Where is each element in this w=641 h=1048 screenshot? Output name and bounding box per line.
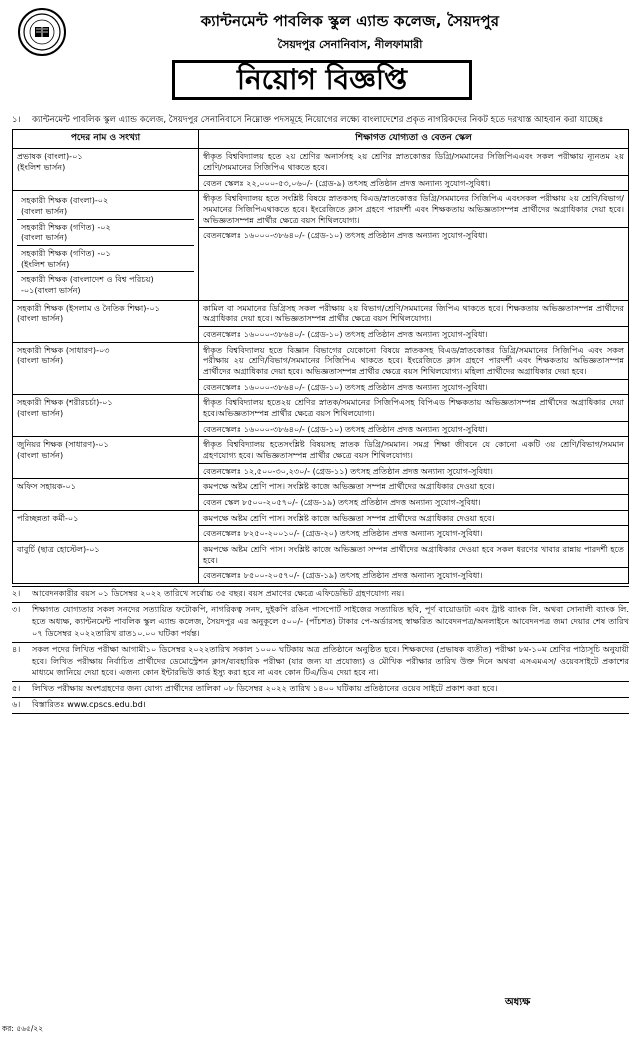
qualification-cell: [199, 191, 629, 300]
footnote-text: লিখিত পরীক্ষায় অংশগ্রহণের জন্য যোগ্য প্রার্থীদের তালিকা ০৮ ডিসেম্বর ২০২২ তারিখ ১৪০০ ঘটিকায় প্রতিষ্ঠানের ওয়েব সাইটে প্রকাশ করা হবে।: [32, 683, 498, 694]
salary-scale: বেতনস্কেলঃ ৮৫০০-২০৫৭০/- (গ্রেড-১৯) তৎসহ প্রতিষ্ঠান প্রদত্ত অন্যান্য সুযোগ-সুবিধা।: [199, 567, 628, 581]
table-row: [13, 191, 629, 300]
footnote-number: ৩।: [12, 604, 21, 615]
crest-icon: [20, 10, 64, 54]
qualification-text: কামিল বা সমমানের ডিগ্রিসহ সকল পরীক্ষায় ২য় বিভাগ/শ্রেণি/সমমানের জিপিএ থাকতে হবে। শিক্ষকতায় অভিজ্ঞতাসম্পন্ন প্রার্থীদের অগ্রাধিকার দেয়া হবে। অভিজ্ঞতাসম্পন্ন প্রার্থীর ক্ষেত্রে বয়স শিথিলযোগ্য।: [203, 302, 624, 324]
salary-scale: বেতনস্কেলঃ ১৬০০০-৩৮৬৪০/- (গ্রেড-১০) তৎসহ প্রতিষ্ঠান প্রদত্ত অন্যান্য সুযোগ-সুবিধা।: [199, 326, 628, 340]
table-row: [13, 395, 629, 437]
notice-title: নিয়োগ বিজ্ঞপ্তি: [172, 60, 472, 100]
post-cell: [13, 342, 199, 395]
school-name: ক্যান্টনমেন্ট পাবলিক স্কুল এ্যান্ড কলেজ, সৈয়দপুর: [200, 12, 500, 30]
school-address: সৈয়দপুর সেনানিবাস, নীলফামারী: [277, 38, 423, 51]
post-cell: [13, 542, 199, 584]
qualification-cell: [199, 342, 629, 395]
post-name: পরিচ্ছন্নতা কর্মী-০১: [17, 512, 79, 523]
qualification-text: কমপক্ষে অষ্টম শ্রেণি পাস। সংশ্লিষ্ট কাজে অভিজ্ঞতা সম্পন্ন প্রার্থীদের অগ্রাধিকার দেওয়া হবে সকল ধরণের খাবার রান্নায় পারদর্শী হতে হবে।: [203, 544, 624, 565]
post-cell: [13, 191, 199, 300]
post-name: সহকারী শিক্ষক (শরীরচর্চা)-০১ (বাংলা ভার্সন): [17, 397, 113, 419]
school-logo: [18, 8, 66, 56]
reference-number: কর: ৫৬৫/২২: [2, 1024, 44, 1033]
footnote-number: ৫।: [12, 683, 21, 694]
table-row: [13, 149, 629, 191]
post-name: সহকারী শিক্ষক (বাংলা)-০২ (বাংলা ভার্সন): [17, 193, 194, 219]
footnote-item: [12, 643, 629, 683]
qualification-text: কমপক্ষে অষ্টম শ্রেণি পাস। সংশ্লিষ্ট কাজে অভিজ্ঞতা সম্পন্ন প্রার্থীদের অগ্রাধিকার দেওয়া হবে।: [203, 481, 495, 492]
post-cell: [13, 149, 199, 191]
post-cell: [13, 437, 199, 479]
header: [12, 6, 629, 106]
post-name: জুনিয়র শিক্ষক (সাধারণ)-০১ (বাংলা ভার্সন): [17, 439, 109, 461]
salary-scale: বেতন স্কেলঃ ২২,০০০-৫৩,০৬০/- (গ্রেড-৯) তৎসহ প্রতিষ্ঠান প্রদত্ত অন্যান্য সুযোগ-সুবিধা।: [199, 175, 628, 189]
post-cell: [13, 479, 199, 510]
signature-principal: অধ্যক্ষ: [505, 997, 531, 1008]
notice-page: [12, 6, 629, 714]
footnote-text: আবেদনকারীর বয়স ০১ ডিসেম্বর ২০২২ তারিখে সর্বোচ্চ ৩৫ বছর। বয়স প্রমাণের ক্ষেত্রে এফিডেভিট গ্রহণযোগ্য নয়।: [32, 588, 405, 599]
salary-scale: বেতনস্কেলঃ ৮২৫০-২০০১০/- (গ্রেড-২০) তৎসহ প্রতিষ্ঠান প্রদত্ত অন্যান্য সুযোগ-সুবিধা।: [199, 525, 628, 539]
footnote-text[interactable]: বিস্তারিতঃ www.cpscs.edu.bd।: [32, 699, 146, 710]
footnote-text: সকল পদের লিখিত পরীক্ষা আগামী১০ ডিসেম্বর ২০২২তারিখ সকাল ১০০০ ঘটিকায় অত্র প্রতিষ্ঠানে অনুষ্ঠিত হবে। শিক্ষকদের (প্রভাষক ব্যতীত) পরীক্ষা ৮ম-১০ম শ্রেণির পাঠ্যসূচি অনুযায়ী হবে। লিখিত পরীক্ষায় নির্বাচিত প্রার্থীদের ডেমোস্ট্রেশন ক্লাস/ব্যবহারিক পরীক্ষা (যার জন্য যা প্রযোজ্য) ও মৌখিক পরীক্ষার তারিখ উক্ত দিনে অথবা এসএমএস/ ওয়েবসাইটে প্রকাশের মাধ্যমে জানিয়ে দেয়া হবে। এজন্য কোন ইন্টারভিউ কার্ড ইস্যু করা হবে না এবং কোন টিএ/ডিএ দেয়া হবে না।: [32, 643, 629, 678]
table-row: [13, 510, 629, 541]
footnote-number: ৪।: [12, 643, 21, 654]
posts-table: [12, 129, 629, 584]
qualification-text: স্বীকৃত বিশ্ববিদ্যালয় হতে ২য় শ্রেণির অনার্সসহ ২য় শ্রেণির স্নাতকোত্তর ডিগ্রি/সমমানের সিজিপিএএবং সকল পরীক্ষায় ন্যূনতম ২য় শ্রেণি/সমমানের সিজিপিএ থাকতে হবে।: [203, 151, 624, 172]
intro-number: ১।: [12, 115, 21, 125]
post-name: সহকারী শিক্ষক (গণিত) -০২ (বাংলা ভার্সন): [17, 220, 194, 246]
qualification-text: স্বীকৃত বিশ্ববিদ্যালয় হতে সংশ্লিষ্ট বিষয়ে স্নাতকসহ বিএড/স্নাতকোত্তর ডিগ্রি/সমমানের সিজিপিএ এবংসকল পরীক্ষায় ২য় শ্রেণি/বিভাগ/সমমানের সিজিপিএথাকতে হবে। ইংরেজিতে ক্লাস গ্রহণে পারদর্শী এবং শিক্ষকতায় অভিজ্ঞতাসম্পন্ন প্রার্থীদের অগ্রাধিকার দেয়া হবে। অভিজ্ঞতাসম্পন্ন প্রার্থীর ক্ষেত্রে বয়স শিথিলযোগ্য।: [203, 193, 624, 225]
salary-scale: বেতনস্কেলঃ ১৬০০০-৩৮৬৪০/- (গ্রেড-১০) তৎসহ প্রতিষ্ঠান প্রদত্ত অন্যান্য সুযোগ-সুবিধা।: [199, 379, 628, 393]
post-name: সহকারী শিক্ষক (বাংলাদেশ ও বিশ্ব পরিচয়) -০১(বাংলা ভার্সন): [21, 274, 154, 296]
footnote-item: [12, 698, 629, 714]
post-cell: [13, 510, 199, 541]
post-cell: [13, 395, 199, 437]
footnote-text: শিক্ষাগত যোগ্যতার সকল সনদের সত্যায়িত ফটোকপি, নাগরিকত্ব সনদ, দুইকপি রঙিন পাসপোর্ট সাইজের সত্যায়িত ছবি, পূর্ণ বায়োডাটা এবং ট্রাষ্ট ব্যাংক লি. অথবা সোনালী ব্যাংক লি. হতে অধ্যক্ষ, ক্যান্টনমেন্ট পাবলিক স্কুল এ্যান্ড কলেজ, সৈয়দপুর এর অনুকূলে ৫০০/- (পাঁচশত) টাকার পে-অর্ডারসহ স্বাক্ষরিত আবেদনপত্র/অনলাইনে আবেদনপত্র জমা দেয়ার শেষ তারিখ ০৭ ডিসেম্বর ২০২২তারিখ রাত১০.০০ ঘটিকা পর্যন্ত।: [32, 604, 629, 638]
qualification-cell: [199, 479, 629, 510]
table-row: [13, 342, 629, 395]
qualification-cell: [199, 300, 629, 342]
header-qualification: শিক্ষাগত যোগ্যতা ও বেতন স্কেল: [199, 130, 629, 149]
post-name: সহকারী শিক্ষক (গণিত) -০১ (ইংলিশ ভার্সন): [17, 246, 194, 272]
table-row: [13, 437, 629, 479]
post-name: সহকারী শিক্ষক (ইসলাম ও নৈতিক শিক্ষা)-০১ (বাংলা ভার্সন): [17, 302, 160, 324]
intro-paragraph: [12, 114, 629, 127]
header-post: পদের নাম ও সংখ্যা: [13, 130, 199, 149]
post-cell: [13, 300, 199, 342]
qualification-cell: [199, 437, 629, 479]
intro-text: ক্যান্টনমেন্ট পাবলিক স্কুল এ্যান্ড কলেজ, সৈয়দপুর সেনানিবাসে নিম্নোক্ত পদসমূহে নিয়োগের লক্ষ্যে বাংলাদেশের প্রকৃত নাগরিকদের নিকট হতে দরখাস্ত আহবান করা যাচ্ছেঃ: [32, 115, 604, 125]
post-name: সহকারী শিক্ষক (সাধারণ)-০৩ (বাংলা ভার্সন): [17, 344, 110, 366]
table-row: [13, 542, 629, 584]
salary-scale: বেতনস্কেলঃ ১৬০০০-৩৮৬৪০/- (গ্রেড-১০) তৎসহ প্রতিষ্ঠান প্রদত্ত অন্যান্য সুযোগ-সুবিধা।: [199, 421, 628, 435]
footnotes: [12, 586, 629, 714]
footnote-item: [12, 682, 629, 698]
table-row: [13, 300, 629, 342]
table-body: [13, 149, 629, 584]
qualification-text: স্বীকৃত বিশ্ববিদ্যালয় হতেসংশ্লিষ্ট বিষয়সহ স্নাতক ডিগ্রি/সমমান। সমগ্র শিক্ষা জীবনে যে কোনো একটি ৩য় শ্রেণি/বিভাগ/সমমান গ্রহণযোগ্য হবে। অভিজ্ঞতাসম্পন্ন প্রার্থীর ক্ষেত্রে বয়স শিথিলযোগ্য।: [203, 439, 624, 461]
post-name: বাবুর্চি (ছাত্র হোস্টেল)-০১: [17, 544, 100, 555]
qualification-cell: [199, 542, 629, 584]
footnote-number: ২।: [12, 588, 21, 599]
footnote-number: ৬।: [12, 699, 21, 710]
footnote-item: [12, 603, 629, 643]
qualification-cell: [199, 510, 629, 541]
salary-scale: বেতনস্কেলঃ ১২,৫০০-৩০,২৩০/- (গ্রেড-১১) তৎসহ প্রতিষ্ঠান প্রদত্ত অন্যান্য সুযোগ-সুবিধা।: [199, 463, 628, 477]
salary-scale: বেতন স্কেল ৮৫০০-২০৫৭০/- (গ্রেড-১৯) তৎসহ প্রতিষ্ঠান প্রদত্ত অন্যান্য সুযোগ-সুবিধা।: [199, 494, 628, 508]
qualification-text: স্বীকৃত বিশ্ববিদ্যালয় হতে বিজ্ঞান বিভাগের যেকোনো বিষয়ে স্নাতকসহ বিএড/স্নাতকোত্তর ডিগ্রি/সমমানের সিজিপিএ এবং সকল পরীক্ষায় ২য় শ্রেণি/বিভাগ/সমমানের সিজিপিএ থাকতে হবে। ইংরেজিতে ক্লাস গ্রহণে পারদর্শী এবং শিক্ষকতায় অভিজ্ঞতাসম্পন্ন প্রার্থীদের অগ্রাধিকার দেয়া হবে। অভিজ্ঞতাসম্পন্ন প্রার্থীর ক্ষেত্রে বয়স শিথিলযোগ্য। মহিলা প্রার্থীদের অগ্রাধিকার দেয়া হবে।: [203, 344, 624, 377]
post-name: প্রভাষক (বাংলা)-০১ (ইংলিশ ভার্সন): [17, 151, 83, 172]
table-row: [13, 479, 629, 510]
footnote-item: [12, 586, 629, 603]
salary-scale: বেতনস্কেলঃ ১৬০০০-৩৮৬৪০/- (গ্রেড-১০) তৎসহ প্রতিষ্ঠান প্রদত্ত অন্যান্য সুযোগ-সুবিধা।: [199, 227, 628, 241]
qualification-text: স্বীকৃত বিশ্ববিদ্যালয় হতে২য় শ্রেণির স্নাতক/সমমানের সিজিপিএসহ বিপিএড শিক্ষকতায় অভিজ্ঞতাসম্পন্ন প্রার্থীদের অগ্রাধিকার দেয়া হবে।অভিজ্ঞতাসম্পন্ন প্রার্থীর ক্ষেত্রে বয়স শিথিলযোগ্য।: [203, 397, 624, 419]
post-name: অফিস সহায়ক-০১: [17, 481, 76, 492]
qualification-cell: [199, 395, 629, 437]
qualification-cell: [199, 149, 629, 191]
qualification-text: কমপক্ষে অষ্টম শ্রেণি পাস। সংশ্লিষ্ট কাজে অভিজ্ঞতা সম্পন্ন প্রার্থীদের অগ্রাধিকার দেওয়া হবে।: [203, 512, 495, 523]
